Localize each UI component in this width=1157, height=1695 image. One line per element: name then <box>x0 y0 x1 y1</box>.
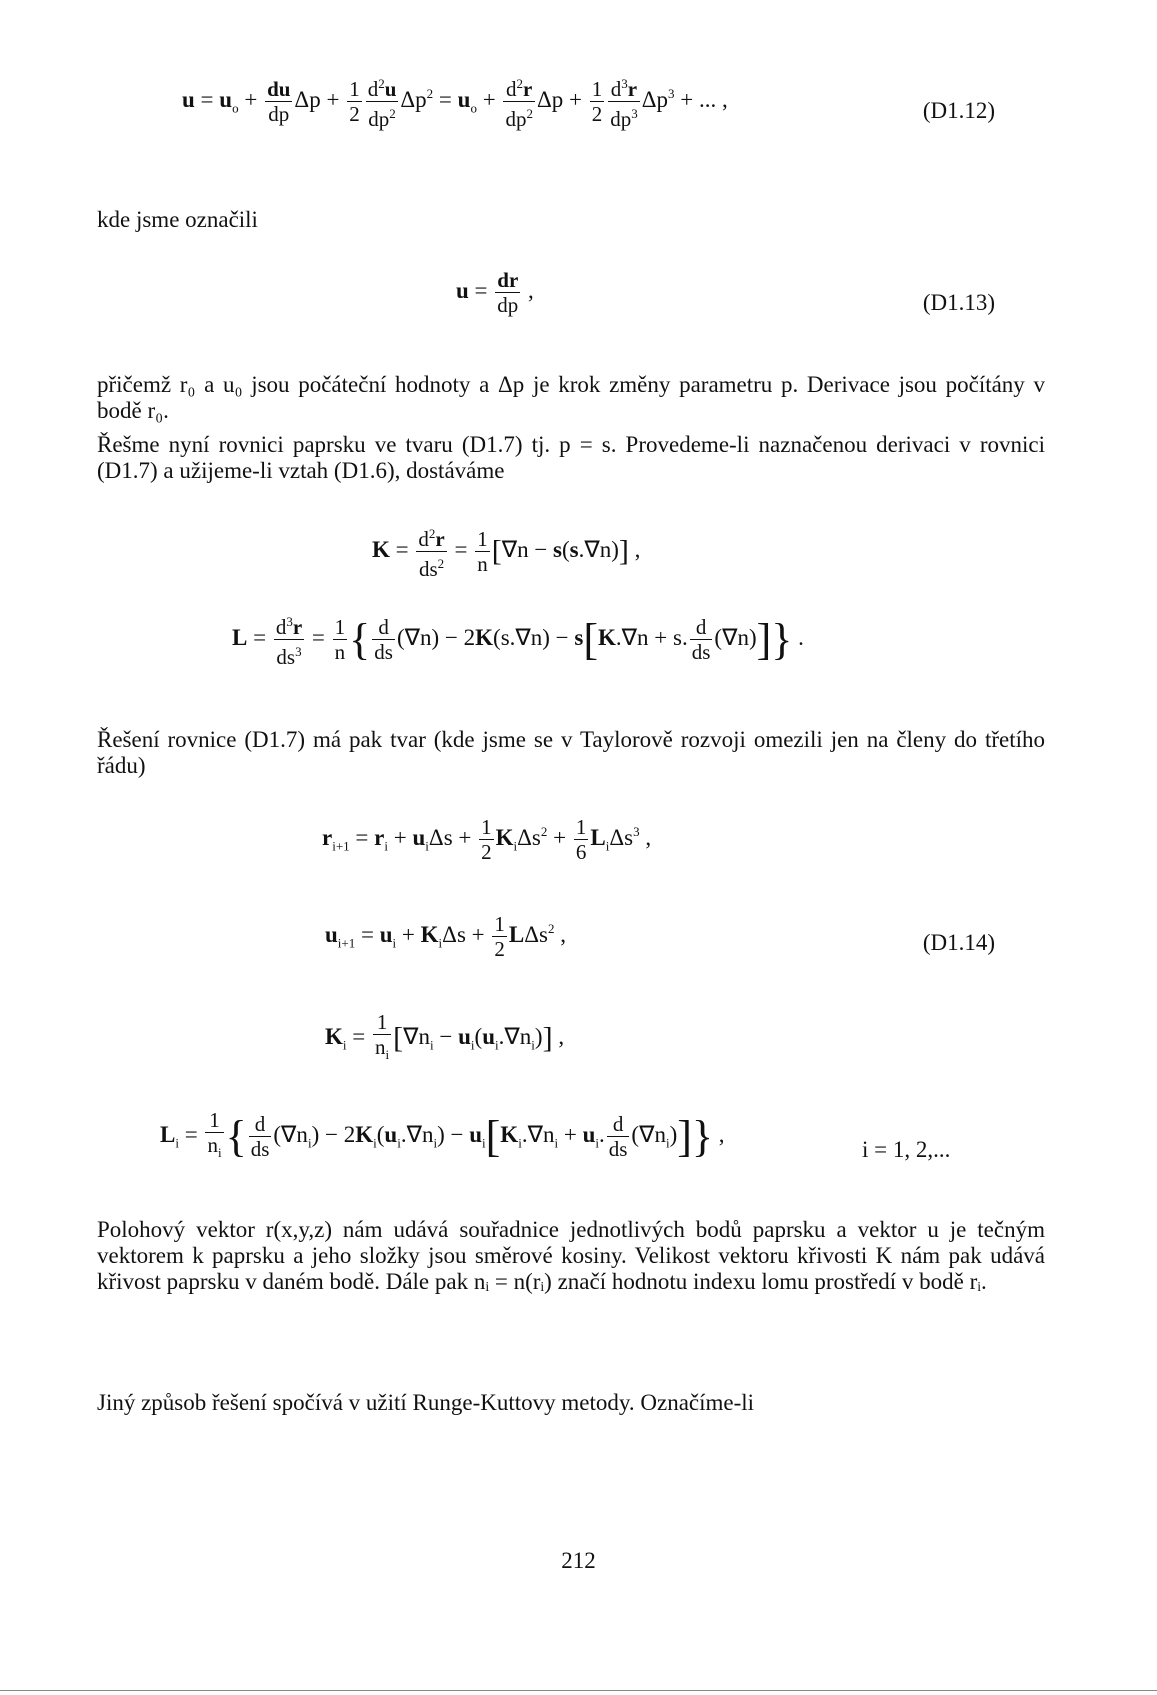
equation-d1-12: $u = u_o$ + $\frac{du}{dp}$ Δp + $\frac{1}{2}$ $\frac{d^2u}{dp^2}$ $\Delta p^2 = u_o$ + $\frac{d^2r}{dp^2}$ Δp + $\frac{1}{2}$ $\frac{d^3r}{dp^3}$ $\Delta p^3$ + ... , <box>182 72 728 131</box>
paragraph-5: Jiný způsob řešení spočívá v užití Runge-Kuttovy metody. Označíme-li <box>97 1390 755 1415</box>
paragraph-1: přičemž r₀ a u₀ jsou počáteční hodnoty a Δp je krok změny parametru p. Derivace jsou počítány v bodě r₀. <box>97 372 1045 423</box>
paragraph-4: Polohový vektor r(x,y,z) nám udává souřadnice jednotlivých bodů paprsku a vektor u je tečným vektorem k paprsku a jeho složky jsou směrové kosiny. Velikost vektoru křivosti K nám pak udává křivost paprsku v daném bodě. Dále pak nᵢ = n(rᵢ) značí hodnotu indexu lomu prostředí v bodě rᵢ. <box>97 1217 1045 1294</box>
index-range: i = 1, 2,... <box>862 1137 951 1162</box>
equation-number-d1-12: (D1.12) <box>922 98 995 123</box>
paragraph-3: Řešení rovnice (D1.7) má pak tvar (kde jsme se v Taylorově rozvoji omezili jen na členy do třetího řádu) <box>97 727 1045 778</box>
paragraph-2: Řešme nyní rovnici paprsku ve tvaru (D1.7) tj. p = s. Provedeme-li naznačenou derivaci v rovnici (D1.7) a užijeme-li vztah (D1.6), dostáváme <box>97 432 1045 483</box>
equation-u-next: $u_{i+1} = u_i + K_i\Delta s$ + $\frac{1}{2}$ LΔs$^2$ , <box>325 912 566 961</box>
equation-d1-13: u = $\frac{dr}{dp}$ , <box>456 268 534 317</box>
page-number: 212 <box>561 1548 596 1573</box>
equation-number-d1-14: (D1.14) <box>922 930 995 955</box>
equation-k-i: $K_i$ = $\frac{1}{n_i}$ $[\nabla n_i - u_i(u_i.\nabla n_i)]$ , <box>325 1010 565 1063</box>
equation-l-i: $L_i$ = $\frac{1}{n_i}$ { $\frac{d}{ds}$ $(\nabla n_i) - 2K_i(u_i.\nabla n_i) - u_i[K_i.\nabla n_i + u_i$. $\frac{d}{ds}$ $(\nabla n_i)$]} , <box>160 1108 725 1162</box>
paragraph-kde: kde jsme označili <box>97 207 258 232</box>
equation-r-next: $r_{i+1} = r_i + u_i\Delta s$ + $\frac{1}{2}$ $K_i\Delta s^2$ + $\frac{1}{6}$ $L_i\Delta s^3$ , <box>322 815 652 864</box>
equation-l: L = $\frac{d^3r}{ds^3}$ = $\frac{1}{n}$ { $\frac{d}{ds}$ (∇n) − 2K(s.∇n) − s[K.∇n + s. $\frac{d}{ds}$ (∇n)]} . <box>232 610 804 669</box>
equation-k: K = $\frac{d^2r}{ds^2}$ = $\frac{1}{n}$ [∇n − s(s.∇n)] , <box>372 522 640 581</box>
equation-number-d1-13: (D1.13) <box>922 290 995 315</box>
scan-edge-line <box>0 1690 1157 1691</box>
